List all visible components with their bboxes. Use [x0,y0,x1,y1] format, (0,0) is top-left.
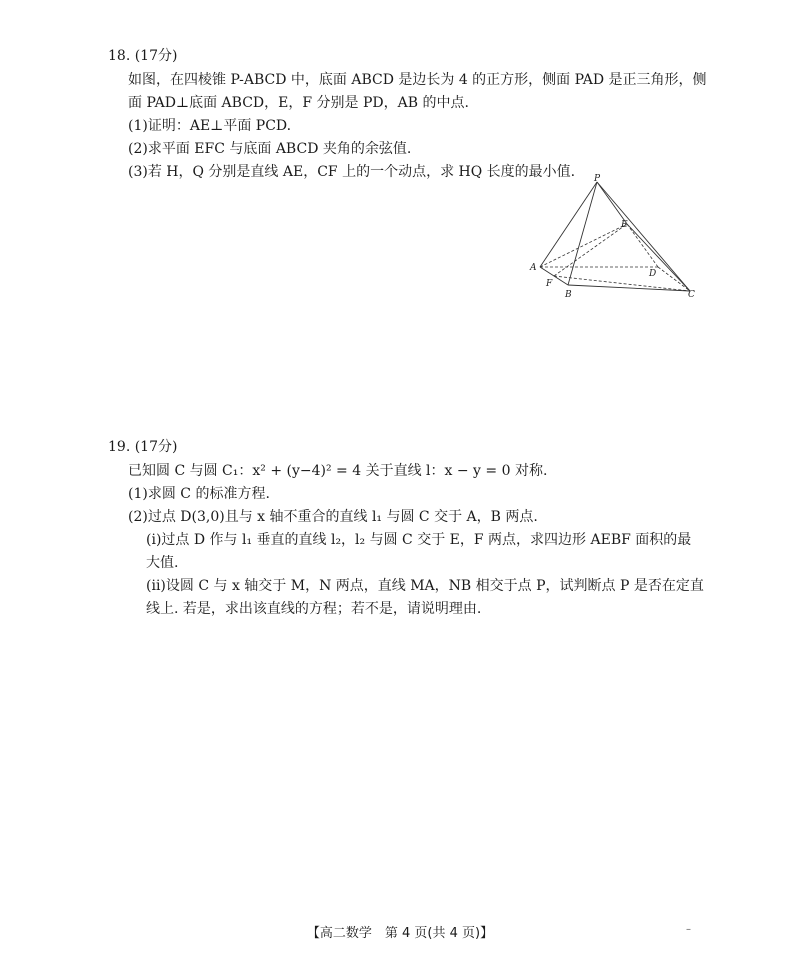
q18-part1: (1)证明：AE⊥平面 PCD. [128,118,292,134]
edge-ED [627,224,658,267]
label-C: C [688,290,695,300]
edge-BC [568,285,690,291]
label-F: F [546,279,553,289]
label-B: B [565,290,572,300]
pyramid-figure [525,173,705,305]
q18-intro-line2: 面 PAD⊥底面 ABCD，E，F 分别是 PD，AB 的中点. [128,95,469,111]
label-P: P [594,174,601,184]
q18-part3: (3)若 H，Q 分别是直线 AE，CF 上的一个动点，求 HQ 长度的最小值. [128,164,576,180]
q19-header: 19. (17分) [108,439,178,455]
q18-intro-line1: 如图，在四棱锥 P-ABCD 中，底面 ABCD 是边长为 4 的正方形，侧面 PAD 是正三角形，侧 [128,72,707,88]
q19-part2-ii-line2: 线上. 若是，求出该直线的方程；若不是，请说明理由. [146,601,482,617]
label-E: E [621,220,628,230]
edge-EC [627,224,690,291]
pyramid-diagram [525,173,705,305]
segment-FE [554,224,627,276]
label-D: D [649,269,657,279]
q19-part1: (1)求圆 C 的标准方程. [128,486,270,502]
label-A: A [530,263,537,273]
edge-PC [597,182,690,291]
q19-part2-ii-line1: (ⅱ)设圆 C 与 x 轴交于 M，N 两点，直线 MA，NB 相交于点 P，试判断点 P 是否在定直 [146,578,704,594]
q19-part2-i-line1: (ⅰ)过点 D 作与 l₁ 垂直的直线 l₂，l₂ 与圆 C 交于 E，F 两点，求四边形 AEBF 面积的最 [146,532,692,548]
q18-header: 18. (17分) [108,48,178,64]
segment-FC [554,276,690,291]
q18-part2: (2)求平面 EFC 与底面 ABCD 夹角的余弦值. [128,141,412,157]
corner-mark: – [686,924,691,935]
edge-PE [597,182,627,224]
edge-PB [568,182,597,285]
q19-part2-i-line2: 大值. [146,555,179,571]
page-footer: 【高二数学 第 4 页(共 4 页)】 [306,926,494,941]
edge-DC [658,267,690,291]
edge-PA [540,182,597,267]
q19-intro: 已知圆 C 与圆 C₁：x² + (y−4)² = 4 关于直线 l：x − y = 0 对称. [128,463,548,479]
q19-part2: (2)过点 D(3,0)且与 x 轴不重合的直线 l₁ 与圆 C 交于 A，B 两点. [128,509,538,525]
